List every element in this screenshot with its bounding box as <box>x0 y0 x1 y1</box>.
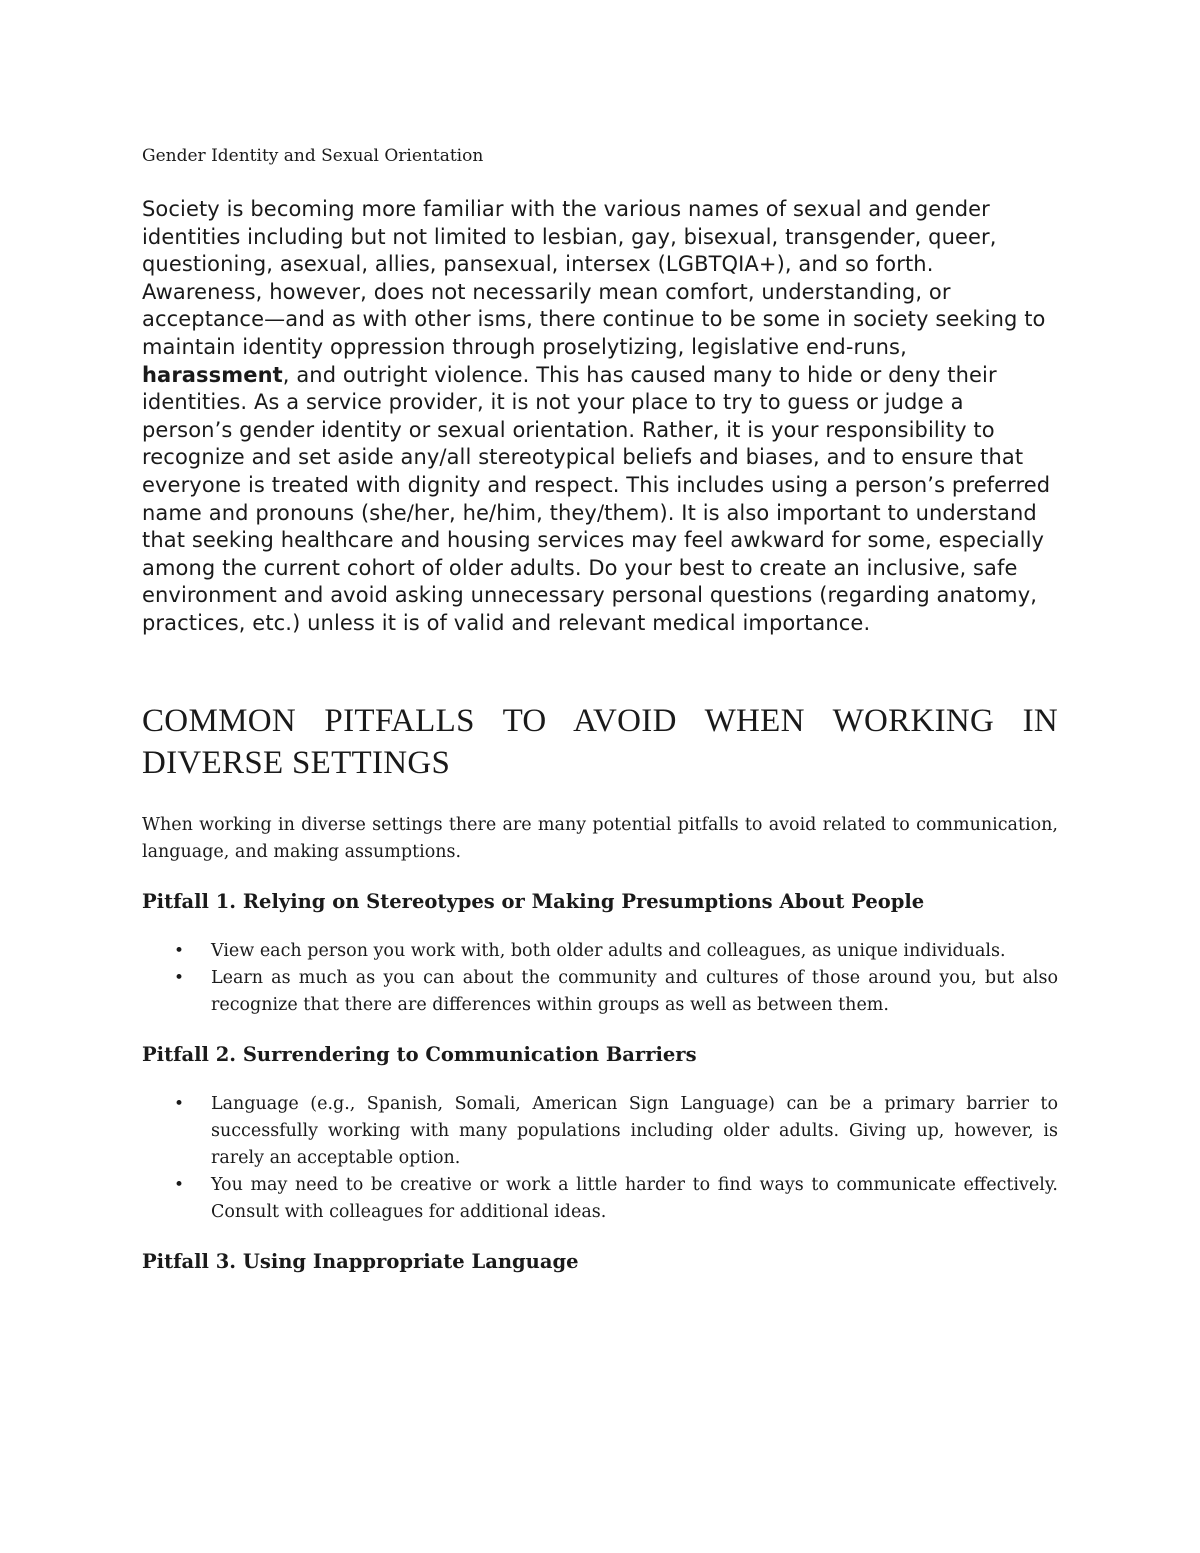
bullet-icon: • <box>174 940 185 961</box>
lead-paragraph <box>142 196 1058 638</box>
lead-text-end: , and outright violence. This has caused many to hide or deny their identities. As a service provider, it is not your place to try to guess or judge a person’s gender identity or sexual orientation. Rather, it is your responsibility to recognize and set aside any/all stereotypical beliefs and biases, and to ensure that everyone is treated with dignity and respect. This includes using a person’s preferred name and pronouns (she/her, he/him, they/them). It is also important to understand that seeking healthcare and housing services may feel awkward for some, especially among the current cohort of older adults. Do your best to create an inclusive, safe environment and avoid asking unnecessary personal questions (regarding anatomy, practices, etc.) unless it is of valid and relevant medical importance. <box>142 362 1051 635</box>
list-item-text: View each person you work with, both older adults and colleagues, as unique individuals. <box>211 940 1006 961</box>
list-item-text: Learn as much as you can about the community and cultures of those around you, but also recognize that there are differences within groups as well as between them. <box>211 967 1058 1015</box>
list-item-text: Language (e.g., Spanish, Somali, American Sign Language) can be a primary barrier to successfully working with many populations including older adults. Giving up, however, is rarely an acceptable option. <box>211 1093 1058 1168</box>
pitfall-1-list <box>142 938 1058 1019</box>
document-title: Gender Identity and Sexual Orientation <box>142 146 484 166</box>
pitfall-3-heading: Pitfall 3. Using Inappropriate Language <box>142 1249 579 1273</box>
pitfall-2-list <box>142 1091 1058 1226</box>
intro-paragraph: When working in diverse settings there are many potential pitfalls to avoid related to communication, language, and making assumptions. <box>142 814 1058 862</box>
pitfall-2-heading: Pitfall 2. Surrendering to Communication Barriers <box>142 1042 697 1066</box>
bullet-icon: • <box>174 1093 185 1114</box>
bullet-icon: • <box>174 967 185 988</box>
document-page <box>142 142 1058 1276</box>
list-item <box>174 938 1058 965</box>
list-item <box>174 965 1058 1019</box>
pitfall-1-heading: Pitfall 1. Relying on Stereotypes or Making Presumptions About People <box>142 889 925 913</box>
list-item-text: You may need to be creative or work a little harder to find ways to communicate effectively. Consult with colleagues for additional ideas. <box>211 1174 1058 1222</box>
list-item <box>174 1091 1058 1172</box>
list-item <box>174 1172 1058 1226</box>
lead-text-start: Society is becoming more familiar with the various names of sexual and gender identities including but not limited to lesbian, gay, bisexual, transgender, queer, questioning, asexual, allies, pansexual, intersex (LGBTQIA+), and so forth. Awareness, however, does not necessarily mean comfort, understanding, or acceptance—and as with other isms, there continue to be some in society seeking to maintain identity oppression through proselytizing, legislative end-runs, <box>142 197 1046 359</box>
bullet-icon: • <box>174 1174 185 1195</box>
lead-bold-term: harassment <box>142 362 283 387</box>
section-heading: COMMON PITFALLS TO AVOID WHEN WORKING IN DIVERSE SETTINGS <box>142 702 1058 781</box>
